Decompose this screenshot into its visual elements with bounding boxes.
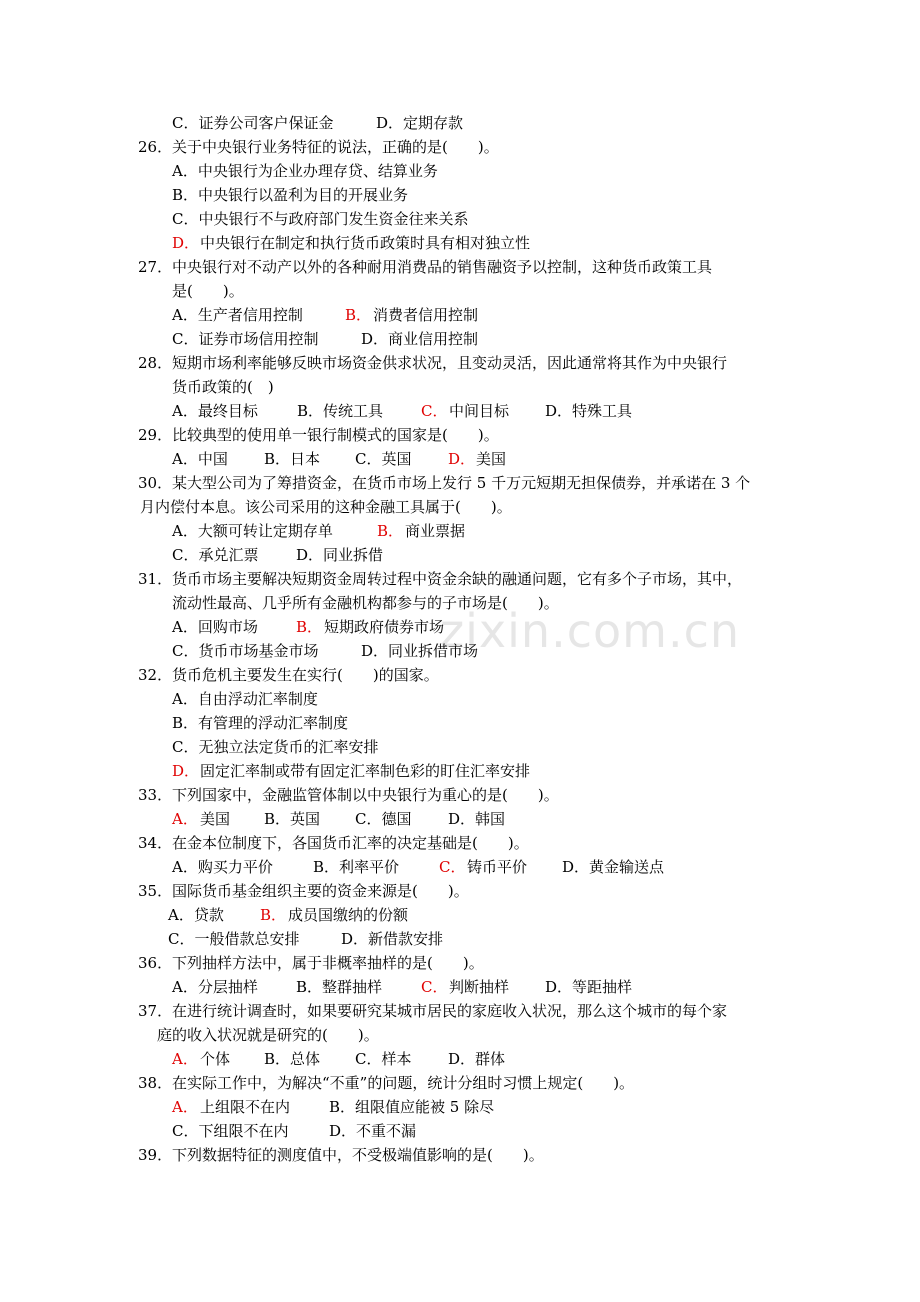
question-line [0,785,920,805]
text-segment: C．无独立法定货币的汇率安排 [172,738,379,756]
text-segment: 中间目标 [449,402,510,420]
text-segment: D．同业拆借市场 [361,642,479,660]
answer-marker: B． [296,618,323,636]
text-line [0,401,920,421]
text-line [0,809,920,829]
text-segment: 流动性最高、几乎所有金融机构都参与的子市场是( )。 [172,594,559,612]
text-segment: 判断抽样 [449,978,510,996]
question-line [0,953,920,973]
text-segment: B．总体 [264,1050,321,1068]
text-segment: D．韩国 [448,810,506,828]
text-segment: 货币市场主要解决短期资金周转过程中资金余缺的融通问题，它有多个子市场，其中， [172,570,743,588]
text-line [0,857,920,877]
question-number: 33． [138,786,173,804]
question-line [0,137,920,157]
text-segment: 在金本位制度下，各国货币汇率的决定基础是( )。 [172,834,529,852]
text-line [0,497,920,517]
text-segment: 短期市场利率能够反映市场资金供求状况，且变动灵活，因此通常将其作为中央银行 [172,354,728,372]
text-line [0,113,920,133]
text-segment: A．贷款 [168,906,224,924]
text-line [0,545,920,565]
question-number: 36． [138,954,173,972]
question-line [0,881,920,901]
text-segment: A．中国 [172,450,228,468]
text-segment: C．一般借款总安排 [168,930,300,948]
text-line [0,977,920,997]
text-line [0,377,920,397]
text-segment: 比较典型的使用单一银行制模式的国家是( )。 [172,426,499,444]
text-segment: C．德国 [355,810,412,828]
text-segment: 商业票据 [405,522,466,540]
text-line [0,1049,920,1069]
text-segment: C．承兑汇票 [172,546,259,564]
text-line [0,305,920,325]
text-segment: D．特殊工具 [545,402,633,420]
question-number: 27． [138,258,173,276]
answer-marker: A． [172,1098,198,1116]
text-segment: 固定汇率制或带有固定汇率制色彩的盯住汇率安排 [200,762,531,780]
text-segment: 铸币平价 [467,858,528,876]
text-segment: B．有管理的浮动汇率制度 [172,714,349,732]
text-line [0,761,920,781]
text-segment: B．整群抽样 [296,978,383,996]
answer-marker: C． [439,858,466,876]
question-line [0,833,920,853]
text-segment: A．回购市场 [172,618,258,636]
watermark: zixin.com.cn [440,604,741,658]
text-segment: B．日本 [264,450,321,468]
question-line [0,1001,920,1021]
text-segment: 月内偿付本息。该公司采用的这种金融工具属于( )。 [140,498,512,516]
text-line [0,521,920,541]
answer-marker: B． [345,306,372,324]
text-segment: 消费者信用控制 [373,306,479,324]
text-segment: 国际货币基金组织主要的资金来源是( )。 [172,882,469,900]
question-number: 26． [138,138,173,156]
text-segment: A．自由浮动汇率制度 [172,690,318,708]
question-number: 29． [138,426,173,444]
text-line [0,1121,920,1141]
text-segment: A．生产者信用控制 [172,306,303,324]
text-segment: 货币政策的( ) [172,378,274,396]
text-segment: D．新借款安排 [341,930,444,948]
answer-marker: D． [448,450,476,468]
question-number: 30． [138,474,173,492]
text-segment: 在进行统计调查时，如果要研究某城市居民的家庭收入状况，那么这个城市的每个家 [172,1002,728,1020]
text-segment: 短期政府债券市场 [324,618,445,636]
text-segment: C．中央银行不与政府部门发生资金往来关系 [172,210,469,228]
text-segment: D．等距抽样 [545,978,633,996]
text-segment: 下列抽样方法中，属于非概率抽样的是( )。 [172,954,484,972]
question-line [0,1145,920,1165]
text-line [0,449,920,469]
text-segment: A．购买力平价 [172,858,273,876]
text-segment: A．分层抽样 [172,978,258,996]
question-line [0,425,920,445]
text-segment: 中央银行对不动产以外的各种耐用消费品的销售融资予以控制，这种货币政策工具 [172,258,713,276]
text-segment: D．不重不漏 [329,1122,417,1140]
text-segment: D．商业信用控制 [361,330,479,348]
text-segment: C．证券公司客户保证金 [172,114,334,132]
text-line [0,281,920,301]
text-segment: A．最终目标 [172,402,258,420]
answer-marker: C． [421,978,448,996]
answer-marker: A． [172,1050,198,1068]
question-line [0,569,920,589]
text-segment: 下列数据特征的测度值中，不受极端值影响的是( )。 [172,1146,544,1164]
text-segment: B．中央银行以盈利为目的开展业务 [172,186,409,204]
text-segment: 美国 [476,450,507,468]
text-segment: D．黄金输送点 [562,858,665,876]
question-line [0,257,920,277]
text-segment: 某大型公司为了筹措资金，在货币市场上发行 5 千万元短期无担保债券，并承诺在 3 个 [172,474,751,492]
text-line [0,713,920,733]
text-segment: B．英国 [264,810,321,828]
answer-marker: D． [172,762,200,780]
question-number: 32． [138,666,173,684]
text-line [0,737,920,757]
text-segment: A．大额可转让定期存单 [172,522,333,540]
answer-marker: D． [172,234,200,252]
text-segment: C．样本 [355,1050,412,1068]
text-line [0,689,920,709]
question-number: 34． [138,834,173,852]
text-segment: 个体 [200,1050,231,1068]
text-segment: A．中央银行为企业办理存贷、结算业务 [172,162,438,180]
text-line [0,641,920,661]
question-number: 38． [138,1074,173,1092]
answer-marker: B． [377,522,404,540]
text-line [0,1025,920,1045]
answer-marker: C． [421,402,448,420]
text-line [0,593,920,613]
question-line [0,353,920,373]
text-segment: D．同业拆借 [296,546,384,564]
text-segment: B．传统工具 [297,402,384,420]
text-segment: C．英国 [355,450,412,468]
text-line [0,929,920,949]
text-segment: B．组限值应能被 5 除尽 [329,1098,495,1116]
answer-marker: A． [172,810,198,828]
text-segment: 关于中央银行业务特征的说法，正确的是( )。 [172,138,499,156]
text-line [0,617,920,637]
question-line [0,473,920,493]
text-segment: 成员国缴纳的份额 [288,906,409,924]
text-segment: 货币危机主要发生在实行( )的国家。 [172,666,439,684]
question-line [0,1073,920,1093]
text-line [0,233,920,253]
text-segment: 美国 [200,810,231,828]
text-segment: 在实际工作中，为解决“不重”的问题，统计分组时习惯上规定( )。 [172,1074,635,1092]
text-segment: C．货币市场基金市场 [172,642,319,660]
text-line [0,185,920,205]
answer-marker: B． [260,906,287,924]
question-number: 35． [138,882,173,900]
text-line [0,209,920,229]
text-line [0,329,920,349]
text-line [0,161,920,181]
question-number: 39． [138,1146,173,1164]
text-segment: 上组限不在内 [200,1098,291,1116]
question-number: 31． [138,570,173,588]
text-segment: D．群体 [448,1050,506,1068]
text-segment: C．证券市场信用控制 [172,330,319,348]
question-number: 37． [138,1002,173,1020]
text-segment: 下列国家中，金融监管体制以中央银行为重心的是( )。 [172,786,559,804]
text-segment: 中央银行在制定和执行货币政策时具有相对独立性 [200,234,531,252]
text-segment: D．定期存款 [376,114,464,132]
text-segment: 庭的收入状况就是研究的( )。 [157,1026,379,1044]
text-segment: 是( )。 [172,282,244,300]
question-number: 28． [138,354,173,372]
text-line [0,1097,920,1117]
text-line [0,905,920,925]
text-segment: B．利率平价 [313,858,400,876]
question-line [0,665,920,685]
text-segment: C．下组限不在内 [172,1122,289,1140]
